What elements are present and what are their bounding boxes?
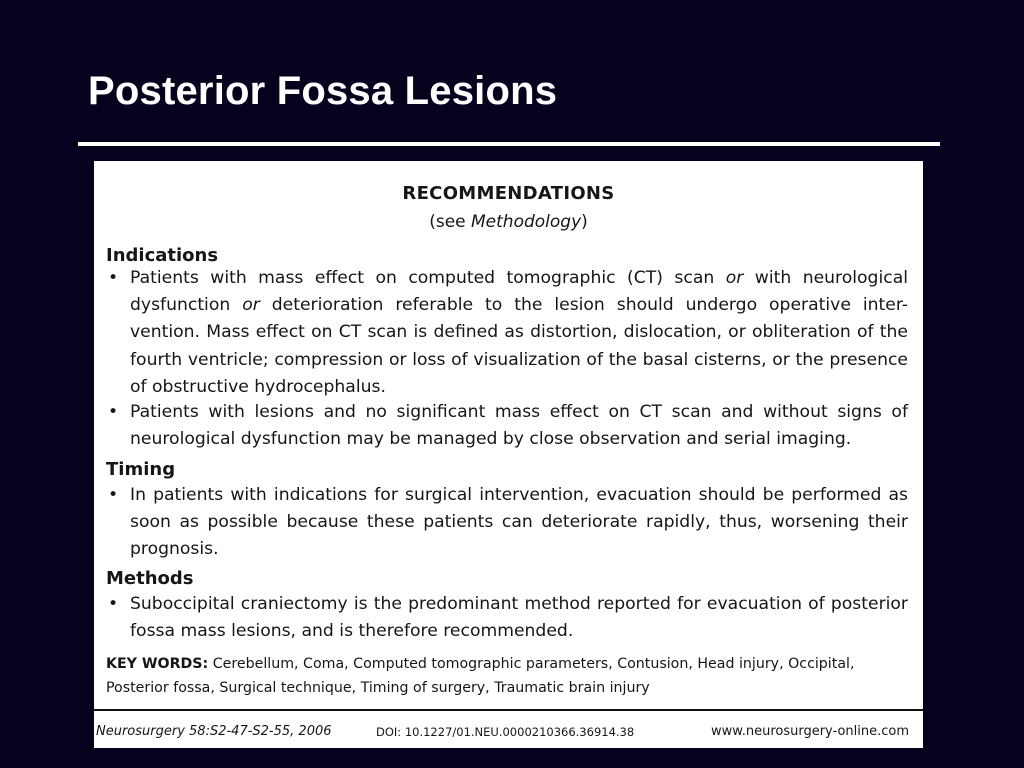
methods-item-1: • Suboccipital craniectomy is the predominant method reported for evacuation of posterior fossa mass lesions, and is therefore recommended. <box>130 591 908 645</box>
indications-item-1: • Patients with mass effect on computed tomographic (CT) scan or with neurological dysfunction or deterioration referable to the lesion should undergo operative inter-vention. Mass effect on CT scan is defined as distortion, dislocation, or obliteration of the fourth ventricle; compression or loss of visualization of the basal cisterns, or the presence of obstructive hydrocephalus. <box>130 265 908 401</box>
methodology-reference: (see Methodology) <box>429 212 588 232</box>
bullet: • <box>108 268 119 288</box>
bullet: • <box>108 402 119 422</box>
key-words-list: Cerebellum, Coma, Computed tomographic parameters, Contusion, Head injury, Occipital, Posterior fossa, Surgical technique, Timing of surgery, Traumatic brain injury <box>106 656 855 696</box>
timing-item-1: • In patients with indications for surgical intervention, evacuation should be performed as soon as possible because these patients can deteriorate rapidly, thus, worsening their prognosis. <box>130 482 908 564</box>
bullet: • <box>108 594 119 614</box>
methodology-italic: Methodology <box>471 212 582 232</box>
bullet: • <box>108 485 119 505</box>
slide-title: Posterior Fossa Lesions <box>88 69 558 113</box>
section-indications-title: Indications <box>106 245 219 266</box>
title-divider <box>78 142 940 146</box>
recommendations-heading: RECOMMENDATIONS <box>402 183 615 204</box>
document-excerpt <box>94 161 923 748</box>
section-timing-title: Timing <box>106 459 176 480</box>
doi-reference: DOI: 10.1227/01.NEU.0000210366.36914.38 <box>376 725 635 739</box>
footer-divider <box>94 709 923 711</box>
journal-url: www.neurosurgery-online.com <box>711 724 909 739</box>
key-words <box>106 653 918 700</box>
section-methods-title: Methods <box>106 568 194 589</box>
key-words-label: KEY WORDS: <box>106 656 209 672</box>
journal-citation: Neurosurgery 58:S2-47-S2-55, 2006 <box>96 724 332 739</box>
indications-item-2: • Patients with lesions and no significant mass effect on CT scan and without signs of neurological dysfunction may be managed by close observation and serial imaging. <box>130 399 908 453</box>
